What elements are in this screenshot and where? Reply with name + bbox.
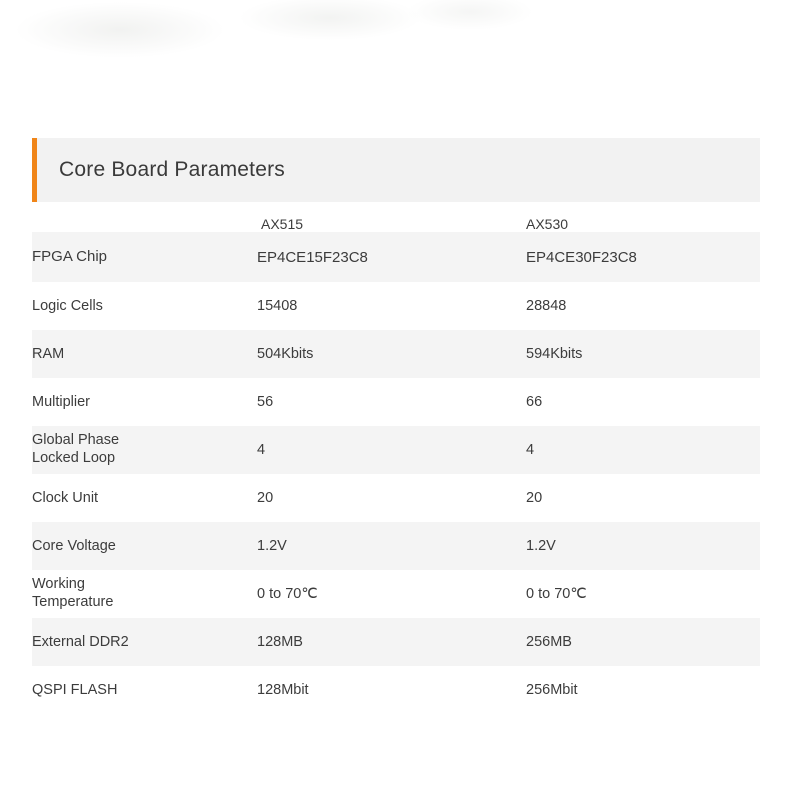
row-value-ax515: 15408 (257, 282, 524, 330)
row-value-ax515: 128MB (257, 618, 524, 666)
table-row (32, 330, 760, 378)
header-accent-bar (32, 138, 37, 202)
row-value-ax530: 28848 (524, 282, 760, 330)
row-value-ax530: 256MB (524, 618, 760, 666)
row-label: Logic Cells (32, 282, 257, 330)
row-label-line2: Temperature (32, 594, 114, 610)
row-label: External DDR2 (32, 618, 257, 666)
row-value-ax515: 504Kbits (257, 330, 524, 378)
row-value-ax530: 66 (524, 378, 760, 426)
row-label: Core Voltage (32, 522, 257, 570)
row-value-ax515: 1.2V (257, 522, 524, 570)
core-board-parameters-table (32, 216, 760, 714)
row-label-line2: Locked Loop (32, 450, 116, 466)
row-label: RAM (32, 330, 257, 378)
row-value-ax530: 594Kbits (524, 330, 760, 378)
page-title: Core Board Parameters (59, 158, 285, 181)
row-label (32, 426, 257, 474)
table-row (32, 666, 760, 714)
row-label: Clock Unit (32, 474, 257, 522)
table-row (32, 282, 760, 330)
column-header-ax530: AX530 (526, 216, 569, 232)
row-value-ax515: 4 (257, 426, 524, 474)
table-header-row (32, 216, 760, 232)
column-header-blank (32, 216, 257, 232)
row-value-ax515: 56 (257, 378, 524, 426)
row-value-ax530: 1.2V (524, 522, 760, 570)
row-label: Multiplier (32, 378, 257, 426)
table-row (32, 618, 760, 666)
table-row (32, 378, 760, 426)
row-label-line1: Global Phase (32, 432, 120, 449)
table-row (32, 426, 760, 474)
row-value-ax515: 0 to 70℃ (257, 570, 524, 618)
row-value-ax515: 20 (257, 474, 524, 522)
row-value-ax530: 256Mbit (524, 666, 760, 714)
row-value-ax515: 128Mbit (257, 666, 524, 714)
row-value-ax530: 4 (524, 426, 760, 474)
column-header-ax515: AX515 (261, 216, 304, 232)
table-row (32, 232, 760, 282)
table-row (32, 570, 760, 618)
row-label (32, 570, 257, 618)
row-value-ax530: 20 (524, 474, 760, 522)
row-value-ax515: EP4CE15F23C8 (257, 232, 524, 282)
background-artifact (0, 0, 800, 120)
row-value-ax530: EP4CE30F23C8 (524, 232, 760, 282)
table-row (32, 474, 760, 522)
table-row (32, 522, 760, 570)
section-header (32, 138, 760, 202)
row-value-ax530: 0 to 70℃ (524, 570, 760, 618)
row-label: FPGA Chip (32, 232, 257, 282)
row-label-line1: Working (32, 576, 85, 593)
row-label: QSPI FLASH (32, 666, 257, 714)
